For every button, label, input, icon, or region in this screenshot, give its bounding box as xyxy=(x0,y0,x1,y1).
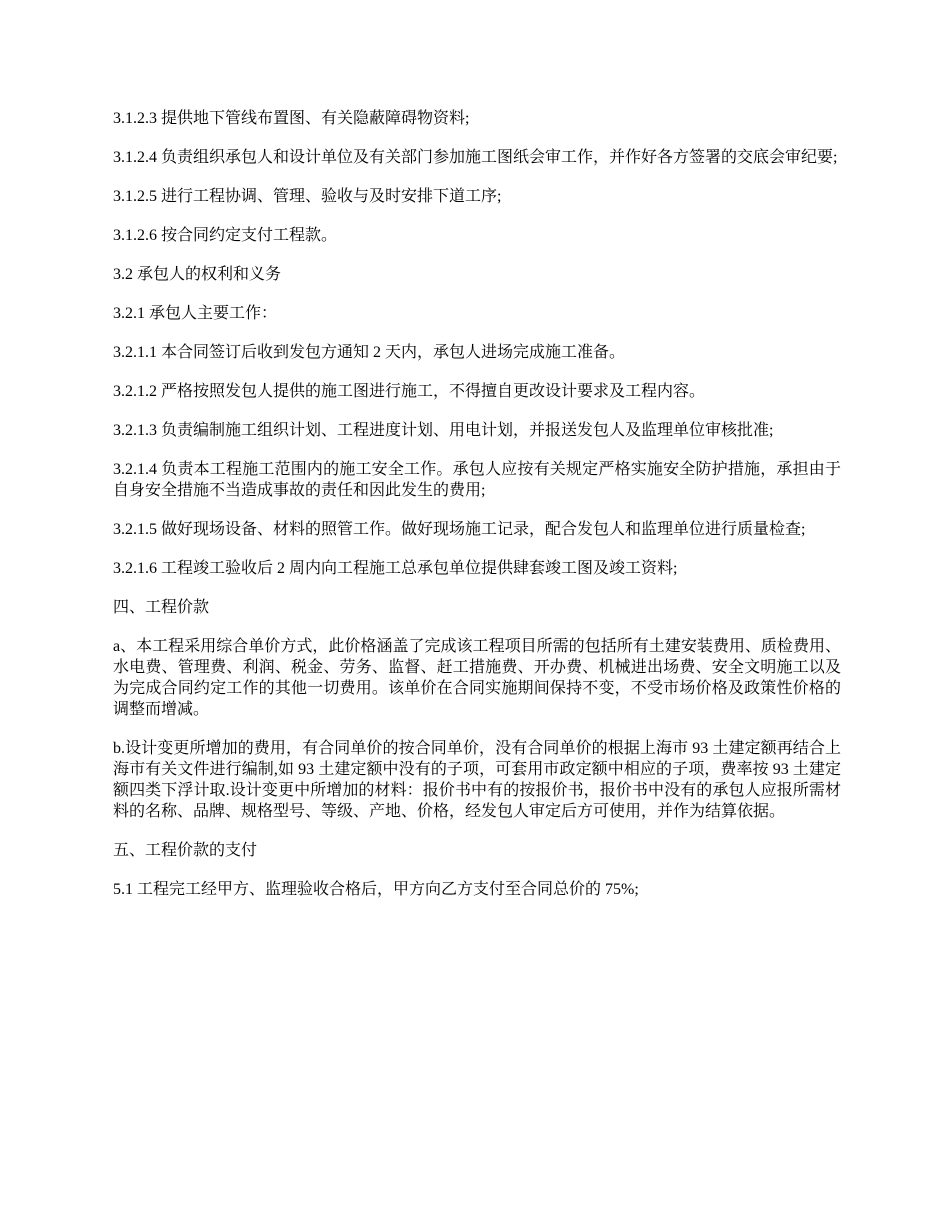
clause-3-2-1-6: 3.2.1.6 工程竣工验收后 2 周内向工程施工总承包单位提供肆套竣工图及竣工资料; xyxy=(113,560,678,577)
clause-3-1-2-4: 3.1.2.4 负责组织承包人和设计单位及有关部门参加施工图纸会审工作，并作好各方签署的交底会审纪要; xyxy=(113,149,838,166)
clause-3-2-1-5: 3.2.1.5 做好现场设备、材料的照管工作。做好现场施工记录，配合发包人和监理单位进行质量检查; xyxy=(113,521,806,538)
section-4-heading: 四、工程价款 xyxy=(113,599,210,616)
clause-3-1-2-6: 3.1.2.6 按合同约定支付工程款。 xyxy=(113,227,338,244)
clause-3-2-1-3: 3.2.1.3 负责编制施工组织计划、工程进度计划、用电计划，并报送发包人及监理单位审核批准; xyxy=(113,422,774,439)
document-page xyxy=(113,108,841,918)
clause-5-1: 5.1 工程完工经甲方、监理验收合格后，甲方向乙方支付至合同总价的 75%; xyxy=(113,881,639,898)
section-5-heading: 五、工程价款的支付 xyxy=(113,842,258,859)
clause-3-1-2-3: 3.1.2.3 提供地下管线布置图、有关隐蔽障碍物资料; xyxy=(113,110,470,127)
clause-4-b: b.设计变更所增加的费用，有合同单价的按合同单价，没有合同单价的根据上海市 93 土建定额再结合上海市有关文件进行编制,如 93 土建定额中没有的子项，可套用市政定额中相应的子项，费率按 93 土建定额四类下浮计取.设计变更中所增加的材料：报价书中有的按报价书，报价书中没有的承包人应报所需材料的名称、品牌、规格型号、等级、产地、价格，经发包人审定后方可使用，并作为结算依据。 xyxy=(113,740,841,820)
clause-3-2-1-4: 3.2.1.4 负责本工程施工范围内的施工安全工作。承包人应按有关规定严格实施安全防护措施，承担由于自身安全措施不当造成事故的责任和因此发生的费用; xyxy=(113,461,841,499)
clause-3-2-1-2: 3.2.1.2 严格按照发包人提供的施工图进行施工，不得擅自更改设计要求及工程内容。 xyxy=(113,383,706,400)
clause-3-2-1-1: 3.2.1.1 本合同签订后收到发包方通知 2 天内，承包人进场完成施工准备。 xyxy=(113,344,626,361)
clause-3-1-2-5: 3.1.2.5 进行工程协调、管理、验收与及时安排下道工序; xyxy=(113,188,502,205)
clause-3-2-1: 3.2.1 承包人主要工作： xyxy=(113,305,278,322)
clause-4-a: a、本工程采用综合单价方式，此价格涵盖了完成该工程项目所需的包括所有土建安装费用、质检费用、水电费、管理费、利润、税金、劳务、监督、赶工措施费、开办费、机械进出场费、安全文明施工以及为完成合同约定工作的其他一切费用。该单价在合同实施期间保持不变，不受市场价格及政策性价格的调整而增减。 xyxy=(113,638,841,718)
section-3-2-heading: 3.2 承包人的权利和义务 xyxy=(113,266,282,283)
